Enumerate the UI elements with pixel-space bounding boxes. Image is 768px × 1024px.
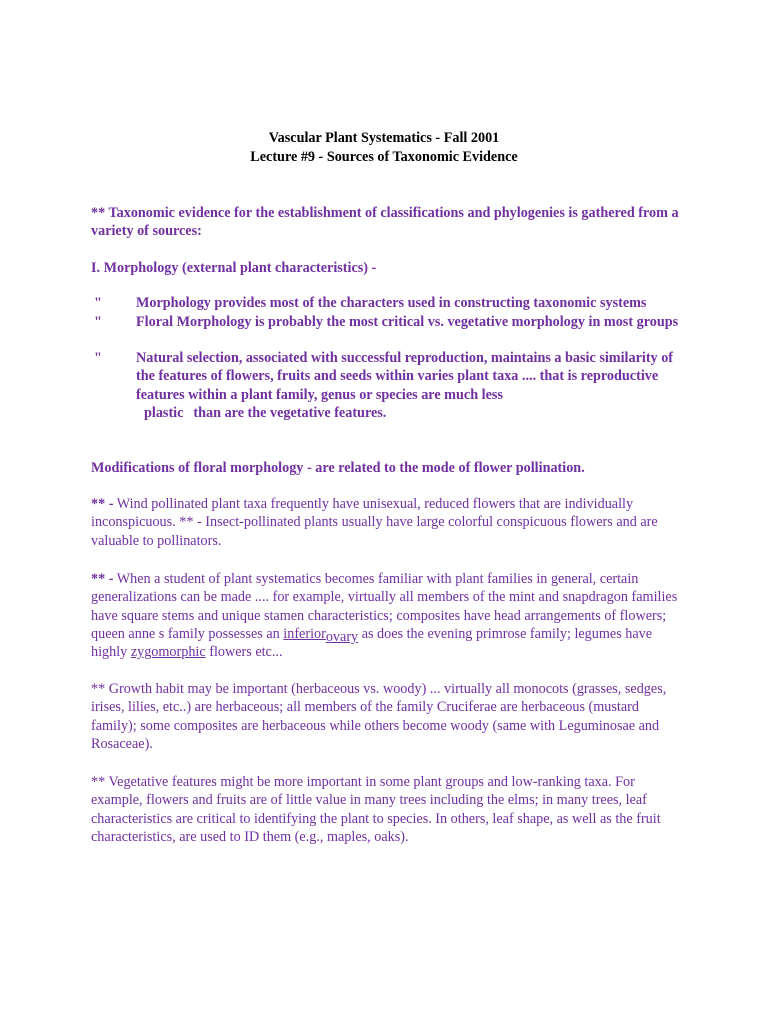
paragraph-growth-habit: ** Growth habit may be important (herbaceous vs. woody) ... virtually all monocots (grasses, sedges, irises, lilies, etc..) are herbaceous; all members of the family Cruciferae are herbaceous (mustard family); some composites are herbaceous while others become woody (same with Leguminosae and Rosaceae). [91, 681, 667, 752]
bullet-mark: " [94, 350, 102, 366]
bullet-mark: " [94, 295, 102, 311]
link-ovary[interactable]: ovary [325, 628, 359, 645]
section-heading-floral-modifications: Modifications of floral morphology - are related to the mode of flower pollination. [91, 460, 585, 476]
paragraph-vegetative-features: ** Vegetative features might be more important in some plant groups and low-ranking taxa. For example, flowers and fruits are of little value in many trees including the elms; in many trees, leaf characteristics are critical to identifying the plant to species. In others, leaf shape, as well as the fruit characteristics, are used to ID them (e.g., maples, oaks). [91, 774, 661, 845]
bullet-text-plastic: plastic [144, 404, 184, 421]
paragraph-prefix: ** - [91, 571, 114, 587]
paragraph-text: Wind pollinated plant taxa frequently have unisexual, reduced flowers that are individually inconspicuous. ** - Insect-pollinated plants usually have large colorful conspicuous flowers and are valuable to pollinators. [91, 496, 658, 549]
bullet-item-1 [91, 294, 681, 312]
lecture-title: Lecture #9 - Sources of Taxonomic Evidence [250, 149, 518, 165]
bullet-text: Floral Morphology is probably the most critical vs. vegetative morphology in most groups [136, 314, 679, 330]
course-title: Vascular Plant Systematics - Fall 2001 [268, 130, 500, 146]
section-heading-morphology: I. Morphology (external plant characteristics) - [91, 260, 377, 276]
paragraph-pollination [91, 495, 681, 550]
bullet-text-end: than are the vegetative features. [193, 404, 387, 421]
paragraph-text-part2: as does the evening primrose family; legumes have highly [91, 625, 653, 661]
intro-paragraph: ** Taxonomic evidence for the establishment of classifications and phylogenies is gathered from a variety of sources: [91, 205, 679, 240]
paragraph-prefix: ** - [91, 496, 114, 512]
bullet-item-2 [91, 313, 681, 331]
bullet-text-main: Natural selection, associated with successful reproduction, maintains a basic similarity of the features of flowers, fruits and seeds within varies plant taxa .... that is reproductive features within a plant family, genus or species are much less [136, 350, 674, 403]
bullet-text [136, 349, 681, 422]
link-zygomorphic[interactable]: zygomorphic [130, 644, 206, 661]
link-inferior[interactable]: inferior [283, 625, 326, 642]
bullet-text: Morphology provides most of the characters used in constructing taxonomic systems [136, 295, 647, 311]
bullet-item-3 [91, 349, 681, 422]
paragraph-generalizations [91, 570, 681, 661]
paragraph-text-part3: flowers etc... [205, 644, 283, 661]
paragraph-text-part1: When a student of plant systematics becomes familiar with plant families in general, certain generalizations can be made .... for example, virtually all members of the mint and snapdragon families have square stems and unique stamen characteristics; composites have head arrangements of flowers; queen anne s family possesses an [91, 571, 678, 642]
bullet-mark: " [94, 314, 102, 330]
